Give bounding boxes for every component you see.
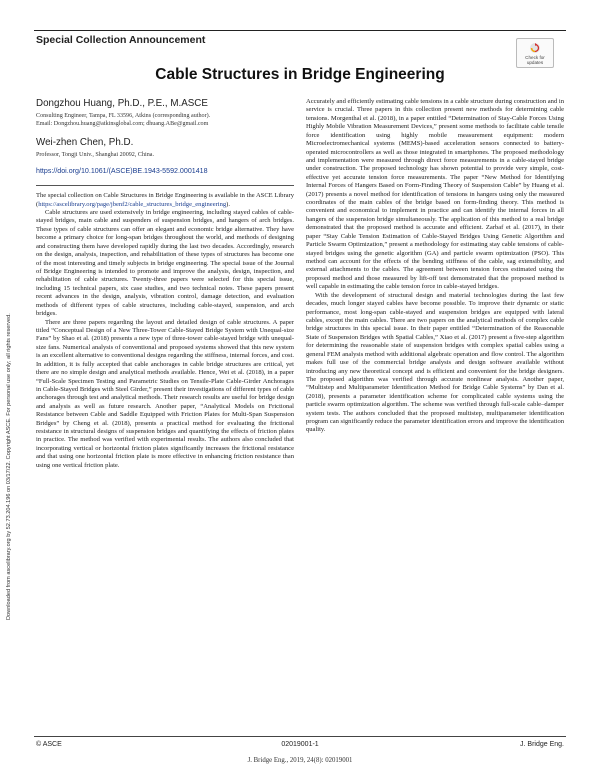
- doi-link[interactable]: https://doi.org/10.1061/(ASCE)BE.1943-5592.0001418: [36, 167, 208, 176]
- body-text-left: [36, 192, 294, 470]
- right-column: [306, 98, 564, 435]
- page-number: 02019001-1: [281, 741, 319, 748]
- badge-line-1: Check for: [525, 54, 545, 60]
- author-affiliation: Professor, Tongji Univ., Shanghai 20092, China.: [36, 151, 154, 158]
- section-label: Special Collection Announcement: [36, 34, 206, 46]
- author-email[interactable]: Email: Dongzhou.huang@atkinsglobal.com; dhuang.ABe@gmail.com: [36, 121, 209, 128]
- download-notice: Downloaded from ascelibrary.org by 52.73.204.196 on 03/17/22. Copyright ASCE. For personal use only; all rights reserved.: [6, 313, 12, 620]
- paragraph: There are three papers regarding the layout and detailed design of cable structures. A paper titled “Conceptual Design of a New Three-Tower Cable-Stayed Bridge System with Unequal-size Fans” by Shao et al. (2018) presents a new type of three-tower cable-stayed bridge with unequal-size fans. Numerical analysis of conventional and proposed systems showed that this new system is an excellent alternative to conventional designs regarding the stiffness, internal forces, and cost. In addition, it is fully accepted that cable anchorages in cable bridge structures are critical, yet there are no simple design and analytical methods available. Hence, Wei et al. (2018), in a paper “Full-Scale Specimen Testing and Parametric Studies on Tensile-Plate Cable-Girder Anchorages in Cable-Stayed Bridges with Steel Girder,” present their investigations of different types of cable anchorages through test and analytical methods. Their research results are useful for bridge design and analysis as well as future research. Another paper, “Analytical Models on Frictional Resistance between Cable and Saddle Equipped with Friction Plates for Multi-Span Suspension Bridges” by Cheng et al. (2018), presents a practical method for evaluating the frictional resistance in structural designs of suspension bridges and quantifying the effects of friction plates in practice. The method was verified with experimental results. The authors also concluded that incorporating vertical or horizontal friction plates significantly increases the frictional resistance and that using one horizontal friction plate is more effective in enhancing friction resistance than using one vertical friction plate.: [36, 318, 294, 469]
- author-affiliation: Consulting Engineer, Tampa, FL 33596, Atkins (corresponding author).: [36, 113, 211, 119]
- author-name: Dongzhou Huang, Ph.D., P.E., M.ASCE: [36, 98, 208, 109]
- badge-line-2: updates: [526, 59, 544, 65]
- journal-name: J. Bridge Eng.: [520, 741, 564, 748]
- citation: J. Bridge Eng., 2019, 24(8): 02019001: [247, 757, 353, 764]
- left-column: [36, 98, 294, 470]
- collection-link[interactable]: https://ascelibrary.org/page/jbenf2/cable_structures_bridge_engineering: [38, 200, 227, 208]
- refresh-icon: [529, 42, 541, 54]
- body-text-right: [306, 98, 564, 435]
- author-name: Wei-zhen Chen, Ph.D.: [36, 136, 134, 148]
- article-title: Cable Structures in Bridge Engineering: [155, 66, 445, 83]
- copyright: © ASCE: [36, 741, 62, 748]
- paragraph: The special collection on Cable Structures in Bridge Engineering is available in the ASCE Library (https://ascelibrary.org/page/jbenf2/cable_structures_bridge_engineering).: [36, 192, 294, 208]
- paragraph: With the development of structural design and material technologies during the last few decades, much longer stayed cables have become possible. To improve their dynamic or static performance, most long-span cable-stayed and suspension bridges are equipped with lateral cables, except the main cables. There are two papers on the analytical methods of complex cable bridge structures in this special issue. In their paper entitled “Determination of the Reasonable State of Suspension Bridges with Spatial Cables,” Xiao et al. (2017) present a five-step algorithm for determining the reasonable state of suspension bridges with complex spatial cables using a general FEM analysis method with additional algebraic operation and flow control. The algorithm makes full use of the commercial bridge analysis and design software available without introducing any new theoretical concept and is efficient and convenient for the bridge designers. The proposed algorithm was verified through accurate nonlinear analysis. Another paper, “Multistep and Multiparameter Identification Method for Bridge Cable Systems” by Dan et al. (2018), presents a parameter identification scheme for complicated cable systems using the particle swarm optimization algorithm. The scheme was verified through full-scale cable–damper system tests. The authors concluded that the proposed multistep, multiparameter identification program can significantly reduce the parameter identification errors and improve the identification quality.: [306, 291, 564, 434]
- footer-rule: [34, 736, 566, 737]
- check-for-updates-badge[interactable]: [516, 38, 554, 68]
- paragraph: Accurately and efficiently estimating cable tensions in a cable structure during construction and in service is crucial. Three papers in this collection present new methods for determining cable tensions. Morgenthal et al. (2018), in a paper entitled “Determination of Stay-Cable Forces Using Highly Mobile Vibration Measurement Devices,” present some methods to facilitate cable tensile force identification using highly mobile measurement equipment: modern Microelectromechanical systems (MEMS)-based acceleration sensors connected to battery-operated microcontrollers as well as those integrated in smartphones. The proposed methodology and implementation were measured through direct force measurements in a cable-stayed bridge under construction. The proposed technology has shown potential to provide very simple, cost-effective yet accurate tension force measurements. The paper “New Method for Identifying Internal Forces of Hangers Based on Form-Finding Theory of Suspension Cable” by Huang et al. (2017) presents a novel method for identification of tensions in hangers using only the measured coordinates of the main cables of the bridge based on form-finding theory. This method is convenient and economical to implement in practice and can identify the internal forces in all hangers of the suspension bridge simultaneously. The application of this method to a real bridge demonstrated that the proposed method is accurate and efficient. Zarbaf et al. (2017), in their paper “Stay Cable Tension Estimation of Cable-Stayed Bridges Using Genetic Algorithm and Particle Swarm Optimization,” present a methodology for estimating stay cable tensions of cable-stayed bridges using the genetic algorithm (GA) and particle swarm optimization (PSO). This method can account for the effects of the bending stiffness of the cable, sag extensibility, and external attachments to the cables. The agreement between tension forces estimated using the proposed method and those measured by lift-off test demonstrated that the proposed method is well capable in estimating the cable tension force in cable-stayed bridges.: [306, 98, 564, 291]
- divider: [36, 185, 294, 186]
- header-rule: [34, 30, 566, 31]
- paragraph: Cable structures are used extensively in bridge engineering, including stayed cables of cable-stayed bridges, main cable and suspenders of suspension bridges, and hangers of arch bridges. These types of cable structures can offer an elegant and economic bridge alternative. They have become a primary choice for long-span bridges throughout the world, and methods of designing and constructing them have developed rapidly during the last two decades. Accordingly, research on the design, analysis, inspection, and rehabilitation of these types of structures has become one of the most interesting and timely subjects in bridge engineering. The special issue of the Journal of Bridge Engineering is intended to promote and improve the analysis, design, inspection, and rehabilitation of cable structures. Twenty-three papers were selected for this special issue, including 15 technical papers, six case studies, and two technical notes. These papers present recent advances in the design, analysis, vibration control, damage detection, and evaluation methods of different types of cable structures, including cable-stayed, suspension, and arch bridges.: [36, 209, 294, 318]
